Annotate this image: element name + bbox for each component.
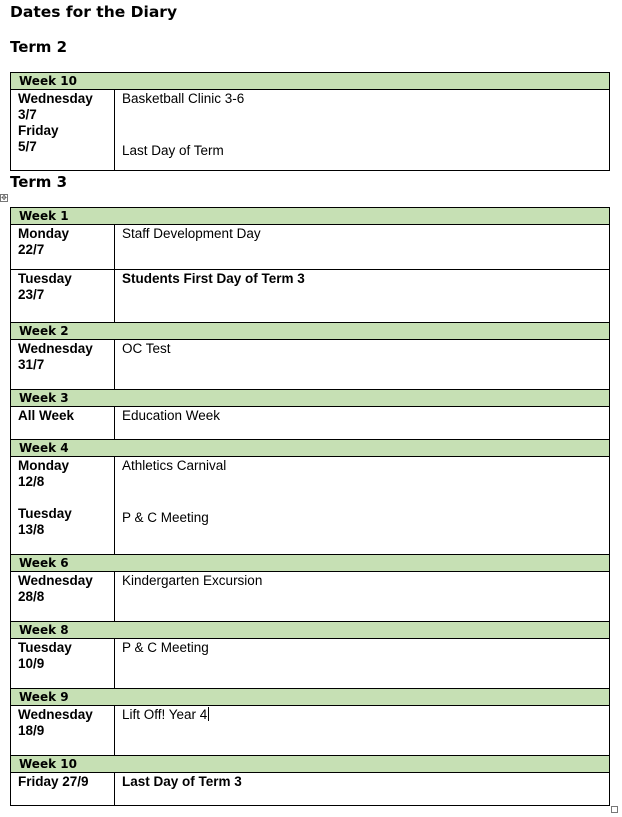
event-text: OC Test — [122, 341, 171, 356]
table-move-handle-icon[interactable]: ✥ — [1, 194, 7, 202]
day-label: Friday — [18, 123, 59, 138]
event-text: Kindergarten Excursion — [122, 573, 263, 588]
date-cell[interactable] — [11, 90, 115, 170]
day-label: Tuesday — [18, 271, 72, 286]
event-cell[interactable] — [115, 407, 609, 439]
term3-table — [10, 207, 610, 806]
table-row — [11, 572, 609, 622]
event-text: Lift Off! Year 4 — [122, 707, 208, 722]
day-label: Wednesday — [18, 341, 93, 356]
event-cell[interactable] — [115, 270, 609, 322]
day-label: Tuesday — [18, 506, 72, 521]
week-header: Week 9 — [11, 689, 609, 706]
week-header: Week 6 — [11, 555, 609, 572]
date-label: 5/7 — [18, 139, 37, 154]
day-label: Friday 27/9 — [18, 774, 89, 789]
day-label: Wednesday — [18, 91, 93, 106]
term2-table — [10, 72, 610, 171]
table-row — [11, 773, 609, 805]
week-header: Week 1 — [11, 208, 609, 225]
date-cell[interactable] — [11, 572, 115, 621]
date-cell[interactable] — [11, 773, 115, 805]
week-header: Week 2 — [11, 323, 609, 340]
date-label: 23/7 — [18, 287, 45, 302]
day-label: Wednesday — [18, 707, 93, 722]
event-cell[interactable] — [115, 706, 609, 755]
date-cell[interactable] — [11, 407, 115, 439]
event-text: Last Day of Term — [122, 143, 224, 158]
event-text: P & C Meeting — [122, 510, 209, 525]
week-header: Week 4 — [11, 440, 609, 457]
page-title: Dates for the Diary — [10, 3, 178, 21]
table-row — [11, 270, 609, 323]
text-cursor — [208, 707, 209, 721]
term2-heading: Term 2 — [10, 38, 68, 56]
table-resize-handle-icon[interactable] — [611, 806, 618, 813]
date-label: 12/8 — [18, 474, 45, 489]
event-text: Students First Day of Term 3 — [122, 271, 305, 286]
date-label: 31/7 — [18, 357, 45, 372]
day-label: Monday — [18, 226, 70, 241]
event-cell[interactable] — [115, 773, 609, 805]
day-label: All Week — [18, 408, 75, 423]
week-header: Week 8 — [11, 622, 609, 639]
event-cell[interactable] — [115, 639, 609, 688]
week-header: Week 10 — [11, 756, 609, 773]
table-row — [11, 407, 609, 440]
event-text: Staff Development Day — [122, 226, 261, 241]
term3-heading: Term 3 — [10, 173, 68, 191]
event-text: Last Day of Term 3 — [122, 774, 242, 789]
day-label: Monday — [18, 458, 70, 473]
week-header: Week 10 — [11, 73, 609, 90]
date-label: 3/7 — [18, 107, 37, 122]
table-row — [11, 706, 609, 756]
date-label: 10/9 — [18, 656, 45, 671]
event-text: P & C Meeting — [122, 640, 209, 655]
table-row — [11, 639, 609, 689]
date-cell[interactable] — [11, 270, 115, 322]
day-label: Wednesday — [18, 573, 93, 588]
table-row — [11, 225, 609, 270]
date-cell[interactable] — [11, 457, 115, 554]
event-text: Basketball Clinic 3-6 — [122, 91, 245, 106]
event-text: Athletics Carnival — [122, 458, 227, 473]
table-row — [11, 340, 609, 390]
event-cell[interactable] — [115, 340, 609, 389]
event-cell[interactable] — [115, 572, 609, 621]
event-cell[interactable] — [115, 225, 609, 269]
date-cell[interactable] — [11, 340, 115, 389]
event-cell[interactable] — [115, 90, 609, 170]
date-label: 18/9 — [18, 723, 45, 738]
event-text: Education Week — [122, 408, 221, 423]
date-label: 28/8 — [18, 589, 45, 604]
week-header: Week 3 — [11, 390, 609, 407]
event-cell[interactable] — [115, 457, 609, 554]
date-cell[interactable] — [11, 225, 115, 269]
day-label: Tuesday — [18, 640, 72, 655]
date-cell[interactable] — [11, 639, 115, 688]
table-row — [11, 90, 609, 170]
date-cell[interactable] — [11, 706, 115, 755]
date-label: 22/7 — [18, 242, 45, 257]
date-label: 13/8 — [18, 522, 45, 537]
table-row — [11, 457, 609, 555]
